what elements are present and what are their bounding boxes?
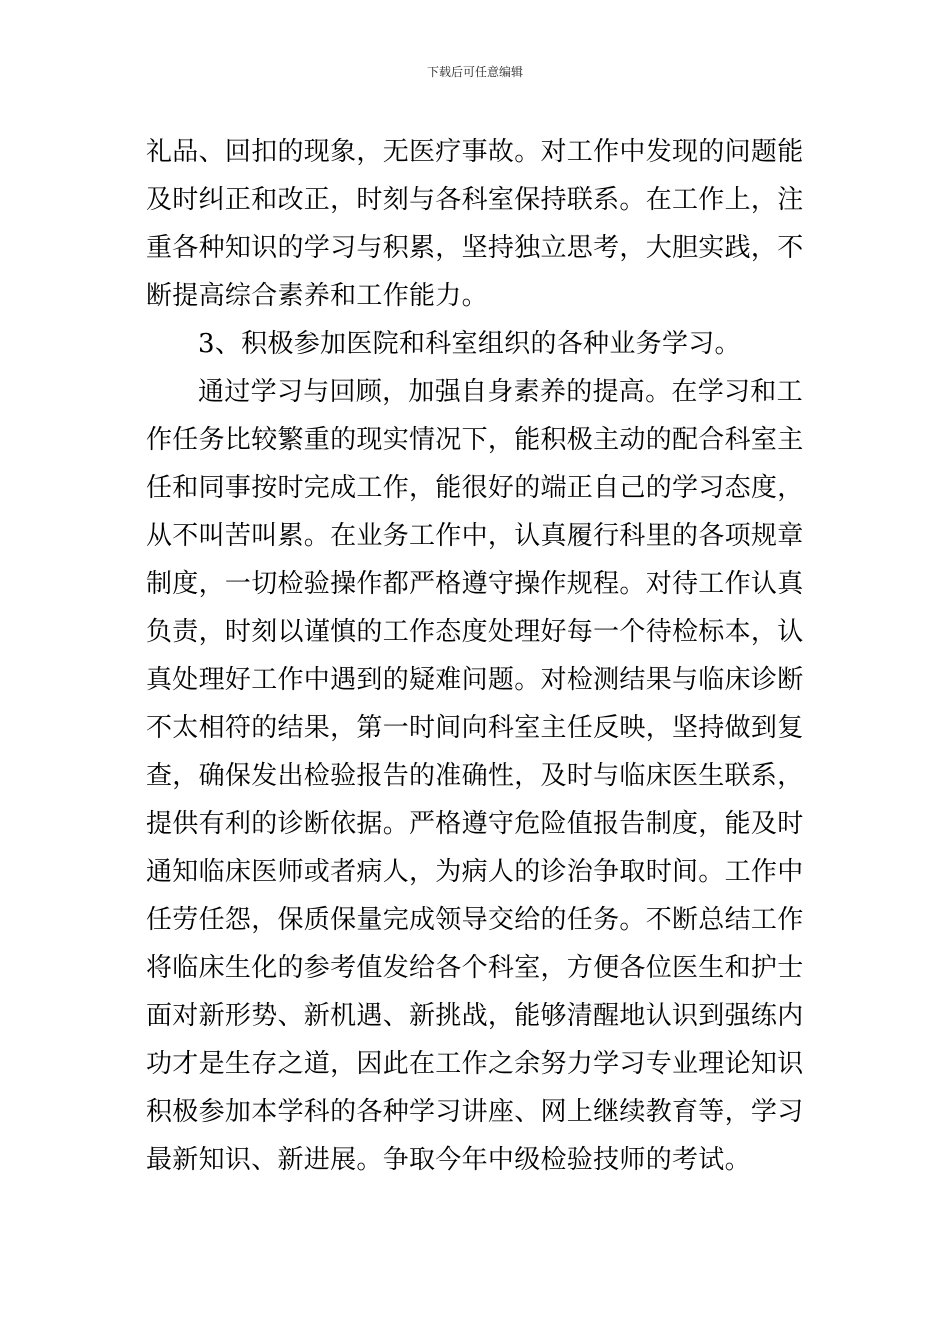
text-line: 断提高综合素养和工作能力。: [146, 281, 488, 311]
text-line: 查，确保发出检验报告的准确性，及时与临床医生联系，: [146, 761, 804, 791]
paragraph-2-heading: [146, 320, 816, 368]
text-line: 负责，时刻以谨慎的工作态度处理好每一个待检标本，认: [146, 617, 804, 647]
text-line: 礼品、回扣的现象，无医疗事故。对工作中发现的问题能: [146, 137, 804, 167]
text-line: 功才是生存之道，因此在工作之余努力学习专业理论知识: [146, 1049, 804, 1079]
text-line: 任劳任怨，保质保量完成领导交给的任务。不断总结工作: [146, 905, 804, 935]
text-line: 重各种知识的学习与积累，坚持独立思考，大胆实践，不: [146, 233, 804, 263]
text-line: 积极参加本学科的各种学习讲座、网上继续教育等，学习: [146, 1097, 804, 1127]
text-line: 通过学习与回顾，加强自身素养的提高。在学习和工: [198, 377, 803, 407]
paragraph-3: [146, 368, 816, 1184]
text-line: 任和同事按时完成工作，能很好的端正自己的学习态度，: [146, 473, 804, 503]
document-body: [146, 128, 816, 1184]
text-line: 真处理好工作中遇到的疑难问题。对检测结果与临床诊断: [146, 665, 804, 695]
text-line: 制度，一切检验操作都严格遵守操作规程。对待工作认真: [146, 569, 804, 599]
page-header: 下载后可任意编辑: [426, 65, 523, 79]
text-line: 从不叫苦叫累。在业务工作中，认真履行科里的各项规章: [146, 521, 804, 551]
text-line: 将临床生化的参考值发给各个科室，方便各位医生和护士: [146, 953, 804, 983]
text-line: 及时纠正和改正，时刻与各科室保持联系。在工作上，注: [146, 185, 804, 215]
paragraph-1: [146, 128, 816, 320]
text-line: 最新知识、新进展。争取今年中级检验技师的考试。: [146, 1145, 751, 1175]
text-line: 面对新形势、新机遇、新挑战，能够清醒地认识到强练内: [146, 1001, 804, 1031]
section-heading: 3、积极参加医院和科室组织的各种业务学习。: [198, 329, 741, 359]
text-line: 提供有利的诊断依据。严格遵守危险值报告制度，能及时: [146, 809, 804, 839]
text-line: 作任务比较繁重的现实情况下，能积极主动的配合科室主: [146, 425, 804, 455]
text-line: 通知临床医师或者病人，为病人的诊治争取时间。工作中: [146, 857, 804, 887]
text-line: 不太相符的结果，第一时间向科室主任反映，坚持做到复: [146, 713, 804, 743]
